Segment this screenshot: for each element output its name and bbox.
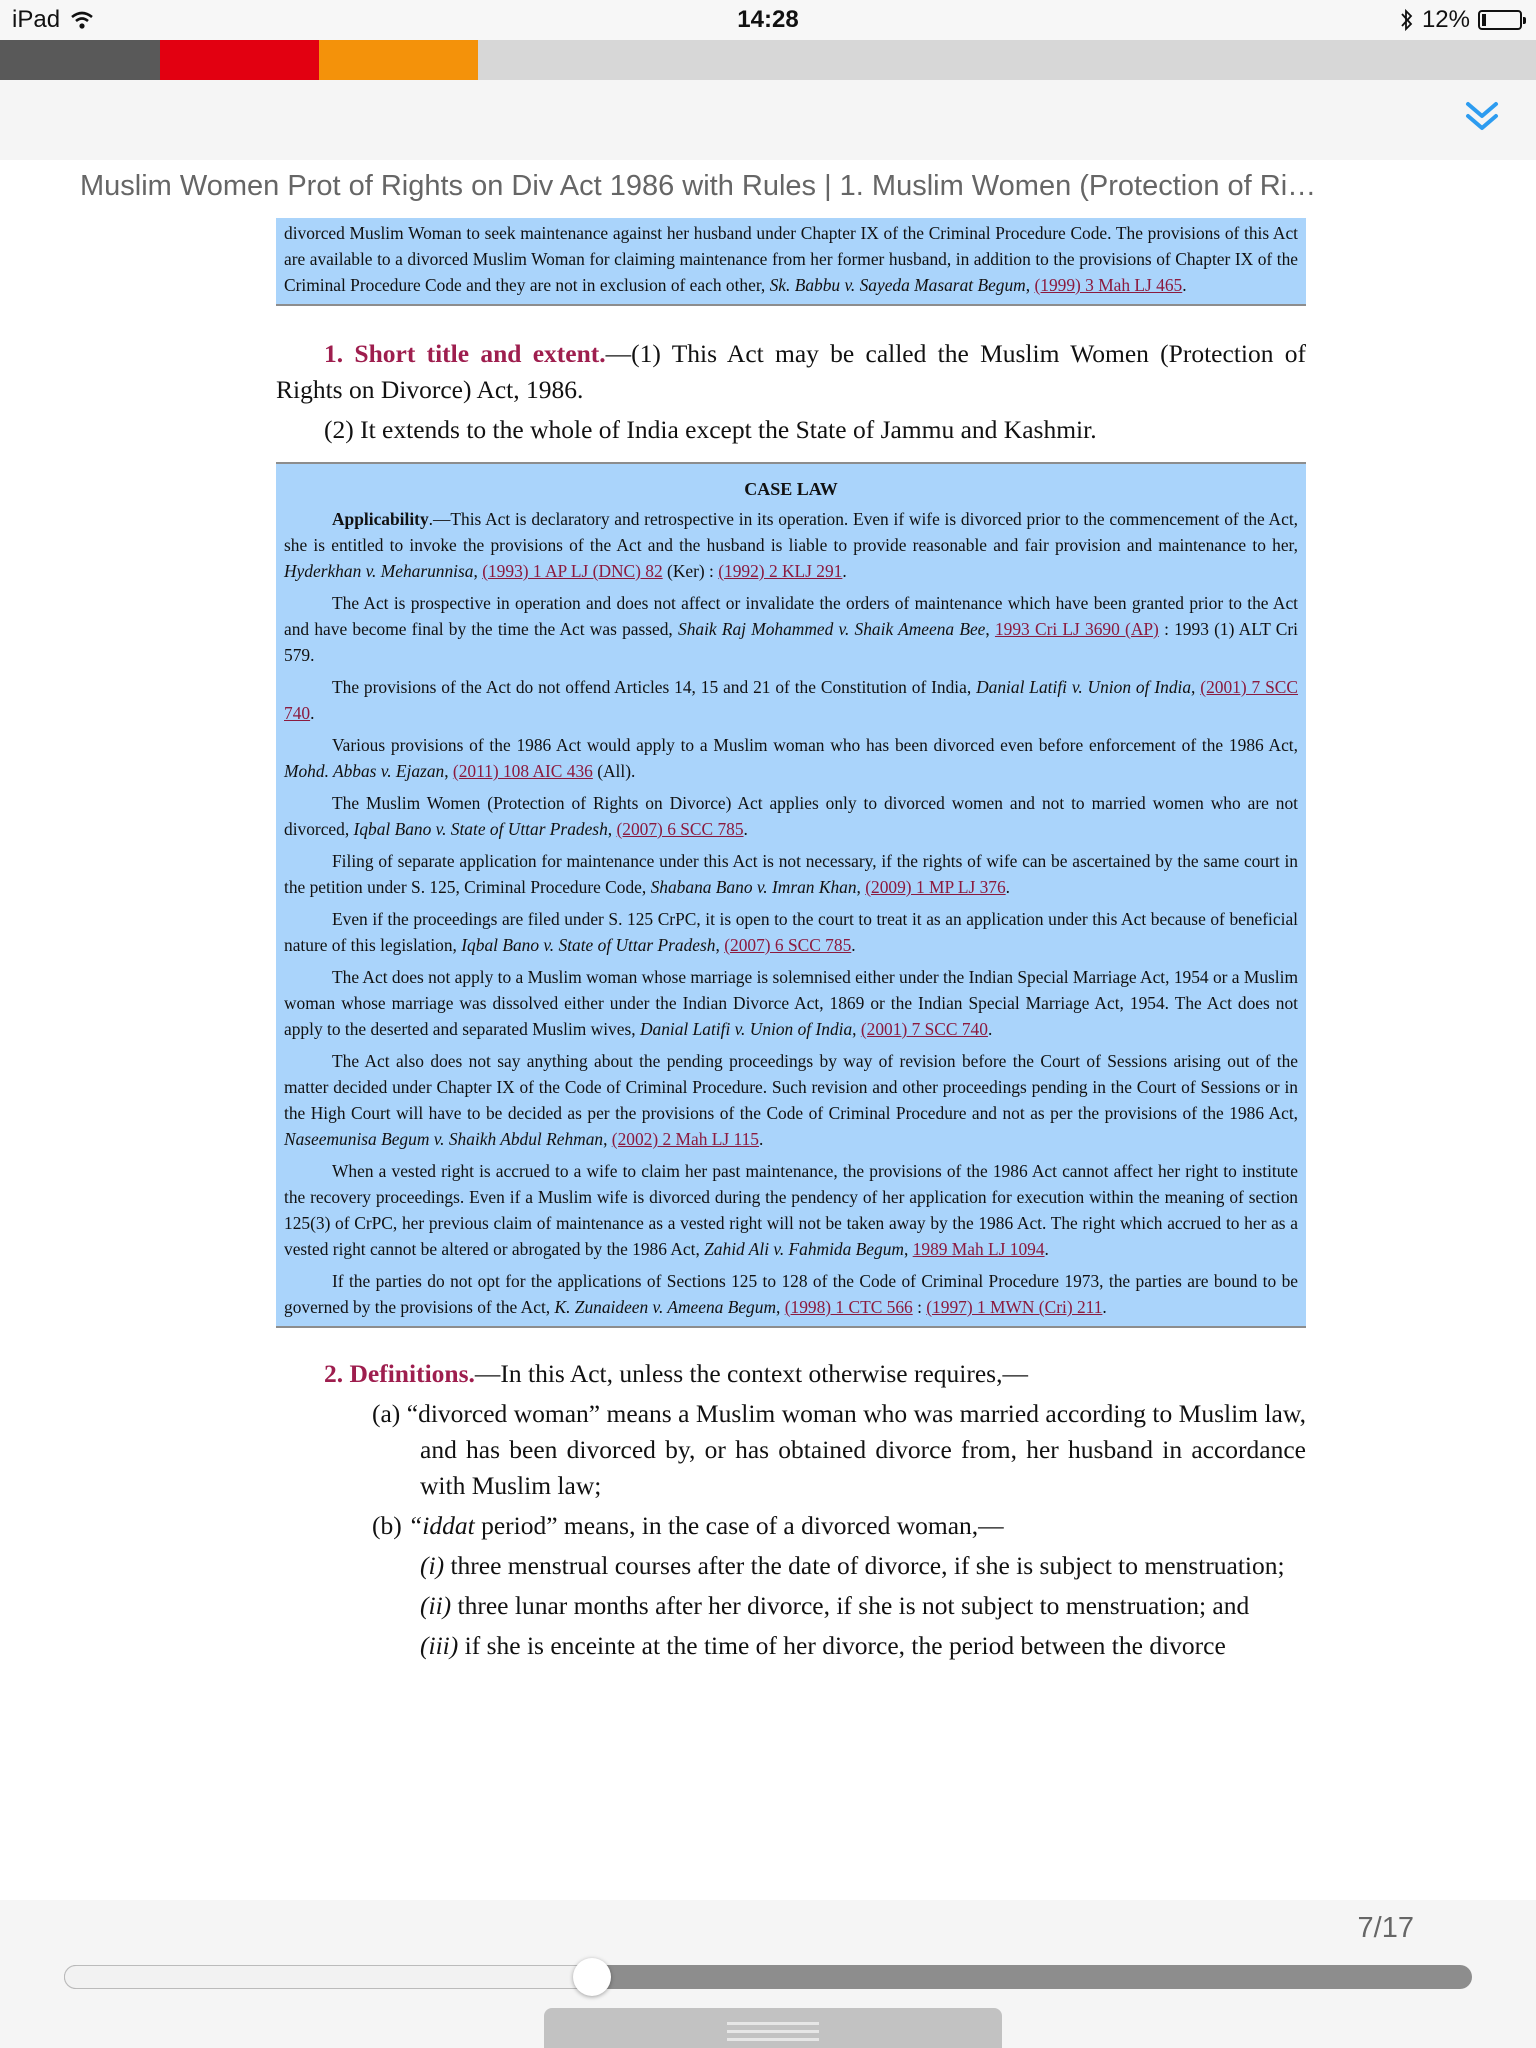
case-law-text: (Ker) : <box>662 561 719 581</box>
section-1-sub1: —(1) This Act may be called the Muslim Women (Protection of Rights on Divorce) Act, 1986. <box>276 339 1307 404</box>
reader-bottom-bar <box>0 1900 1536 2048</box>
section-2-intro: —In this Act, unless the context otherwise requires,— <box>474 1359 1028 1388</box>
document-page[interactable] <box>276 218 1306 1664</box>
case-law-text: : 1993 (1) ALT Cri 579. <box>284 619 1298 665</box>
clause-label: (b) <box>372 1511 402 1540</box>
case-citation: Sk. Babbu v. Sayeda Masarat Begum <box>769 275 1026 295</box>
section-1-heading: 1. Short title and extent. <box>324 339 606 368</box>
annotation-box-top: divorced Muslim Woman to seek maintenance against her husband under Chapter IX of the Criminal Procedure Code. The provisions of this Act are available to a divorced Muslim Woman for claiming maintenance from her former husband, in addition to the provisions of Chapter IX of the Criminal Procedure Code and they are not in exclusion of each other, Sk. Babbu v. Sayeda Masarat Begum, (1999) 3 Mah LJ 465. <box>276 218 1306 306</box>
clause-text: “divorced woman” means a Muslim woman who was married according to Muslim law, and has been divorced by, or has obtained divorce from, her husband in accordance with Muslim law; <box>400 1399 1306 1500</box>
case-law-text: If the parties do not opt for the applications of Sections 125 to 128 of the Code of Criminal Procedure 1973, the parties are bound to be governed by the provisions of the Act, <box>284 1271 1298 1317</box>
citation-link[interactable]: 1993 Cri LJ 3690 (AP) <box>994 619 1159 639</box>
clause-text: period” means, in the case of a divorced woman,— <box>474 1511 1004 1540</box>
page-counter: 7/17 <box>1357 1912 1414 1944</box>
drawer-handle[interactable] <box>544 2008 1002 2048</box>
color-tab-red[interactable] <box>160 40 319 80</box>
color-tabs-bar <box>0 40 1536 80</box>
case-law-box: CASE LAW Applicability.—This Act is declaratory and retrospective in its operation. Even if wife is divorced prior to the commencement of the Act, she is entitled to invoke the provisions of the Act and the husband is liable to provide reasonable and fair provision and maintenance to her, Hyderkhan v. Meharunnisa, (1993) 1 AP LJ (DNC) 82 (Ker) : (1992) 2 KLJ 291. The Act is prospective in operation and does not affect or invalidate the orders of maintenance which have been granted prior to the Act and have become final by the time the Act was passed, Shaik Raj Mohammed v. Shaik Ameena Bee, 1993 Cri LJ 3690 (AP) : 1993 (1) ALT Cri 579. The provisions of the Act do not offend Articles 14, 15 and 21 of the Constitution of India, Danial Latifi v. Union of India, (2001) 7 SCC 740. Various provisions of the 1986 Act would apply to a Muslim woman who has been divorced even before enforcement of the 1986 Act, Mohd. Abbas v. Ejazan, (2011) 108 AIC 436 (All). The Muslim Women (Protection of Rights on Divorce) Act applies only to divorced women and not to married women who are not divorced, Iqbal Bano v. State of Uttar Pradesh, (2007) 6 SCC 785. Filing of separate application for maintenance under this Act is not necessary, if the rights of wife can be ascertained by the same court in the petition under S. 125, Criminal Procedure Code, Shabana Bano v. Imran Khan, (2009) 1 MP LJ 376. Even if the proceedings are filed under S. 125 CrPC, it is open to the court to treat it as an application under this Act because of beneficial nature of this legislation, Iqbal Bano v. State of Uttar Pradesh, (2007) 6 SCC 785. The Act does not apply to a Muslim woman whose marriage is solemnised either under the Indian Special Marriage Act, 1954 or a Muslim woman whose marriage was dissolved either under the Indian Divorce Act, 1869 or the Indian Special Marriage Act, 1954. The Act does not apply to the deserted and separated Muslim wives, Danial Latifi v. Union of India, (2001) 7 SCC 740. The Act also does not say anything about the pending proceedings by way of revision before the Court of Sessions arising out of the matter decided under Chapter IX of the Code of Criminal Procedure. Such revision and other proceedings pending in the Court of Sessions or in the High Court will have to be decided as per the provisions of the Code of Criminal Procedure and not as per the provisions of the 1986 Act, Naseemunisa Begum v. Shaikh Abdul Rehman, (2002) 2 Mah LJ 115. When a vested right is accrued to a wife to claim her past maintenance, the provisions of the 1986 Act cannot affect her right to institute the recovery proceedings. Even if a Muslim wife is divorced during the pendency of her application for execution within the meaning of section 125(3) of CrPC, her previous claim of maintenance as a vested right will not be taken away by the 1986 Act. The right which accrued to her as a vested right cannot be altered or abrogated by the 1986 Act, Zahid Ali v. Fahmida Begum, 1989 Mah LJ 1094. If the parties do not opt for the applications of Sections 125 to 128 of the Code of Criminal Procedure 1973, the parties are bound to be governed by the provisions of the Act, K. Zunaideen v. Ameena Begum, (1998) 1 CTC 566 : (1997) 1 MWN (Cri) 211. <box>276 462 1306 1328</box>
clause-label: (i) <box>420 1551 445 1580</box>
battery-level <box>1482 14 1486 26</box>
color-tab-orange[interactable] <box>319 40 478 80</box>
case-law-text: When a vested right is accrued to a wife to claim her past maintenance, the provisions of the 1986 Act cannot affect her right to institute the recovery proceedings. Even if a Muslim wife is divorced during the pendency of her application for execution within the meaning of section 125(3) of CrPC, her previous claim of maintenance as a vested right will not be taken away by the 1986 Act. The right which accrued to her as a vested right cannot be altered or abrogated by the 1986 Act, <box>284 1161 1298 1259</box>
citation-link[interactable]: (2001) 7 SCC 740 <box>860 1019 988 1039</box>
definition-b-ii <box>276 1588 1306 1624</box>
reader-toolbar <box>0 80 1536 160</box>
clause-text: three menstrual courses after the date of divorce, if she is subject to menstruation; <box>444 1551 1285 1580</box>
case-law-text: Various provisions of the 1986 Act would apply to a Muslim woman who has been divorced even before enforcement of the 1986 Act, <box>332 735 1298 755</box>
grip-line <box>727 2022 819 2025</box>
case-law-text: Filing of separate application for maintenance under this Act is not necessary, if the rights of wife can be ascertained by the same court in the petition under S. 125, Criminal Procedure Code, <box>284 851 1298 897</box>
case-law-text: Even if the proceedings are filed under S. 125 CrPC, it is open to the court to treat it as an application under this Act because of beneficial nature of this legislation, <box>284 909 1298 955</box>
citation-link[interactable]: (1999) 3 Mah LJ 465 <box>1034 275 1183 295</box>
top-note-text: divorced Muslim Woman to seek maintenance against her husband under Chapter IX of the Criminal Procedure Code. The provisions of this Act are available to a divorced Muslim Woman for claiming maintenance from her former husband, in addition to the provisions of Chapter IX of the Criminal Procedure Code and they are not in exclusion of each other, <box>284 223 1298 295</box>
case-law-text: The provisions of the Act do not offend Articles 14, 15 and 21 of the Constitution of India, <box>332 677 977 697</box>
case-law-text: (All). <box>592 761 636 781</box>
case-citation: Zahid Ali v. Fahmida Begum <box>704 1239 904 1259</box>
definition-a <box>276 1396 1306 1504</box>
case-law-text: : <box>912 1297 927 1317</box>
definition-b <box>276 1508 1306 1544</box>
clock: 14:28 <box>737 6 799 33</box>
device-name: iPad <box>12 6 61 33</box>
case-citation: Danial Latifi v. Union of India <box>639 1019 853 1039</box>
case-citation: Naseemunisa Begum v. Shaikh Abdul Rehman <box>284 1129 604 1149</box>
citation-link[interactable]: (1992) 2 KLJ 291 <box>718 561 843 581</box>
case-law-text: The Act is prospective in operation and does not affect or invalidate the orders of maintenance which have been granted prior to the Act and have become final by the time the Act was passed, <box>284 593 1298 639</box>
page-slider-thumb[interactable] <box>573 1958 611 1996</box>
definition-b-iii <box>276 1628 1306 1664</box>
status-bar <box>0 0 1536 40</box>
citation-link[interactable]: 1989 Mah LJ 1094 <box>912 1239 1045 1259</box>
battery-percent: 12% <box>1421 6 1470 33</box>
case-citation: K. Zunaideen v. Ameena Begum <box>554 1297 777 1317</box>
citation-link[interactable]: (1997) 1 MWN (Cri) 211 <box>926 1297 1103 1317</box>
page-slider-progress <box>64 1965 592 1989</box>
case-law-text: The Act does not apply to a Muslim woman whose marriage is solemnised either under the Indian Special Marriage Act, 1954 or a Muslim woman whose marriage was dissolved either under the Indian Divorce Act, 1869 or the Indian Special Marriage Act, 1954. The Act does not apply to the deserted and separated Muslim wives, <box>284 967 1298 1039</box>
citation-link[interactable]: (2009) 1 MP LJ 376 <box>865 877 1006 897</box>
clause-label: (a) <box>372 1399 401 1428</box>
citation-link[interactable]: (2002) 2 Mah LJ 115 <box>611 1129 759 1149</box>
case-citation: Danial Latifi v. Union of India <box>976 677 1192 697</box>
citation-link[interactable]: (2007) 6 SCC 785 <box>616 819 744 839</box>
definition-b-i <box>276 1548 1306 1584</box>
case-citation: Iqbal Bano v. State of Uttar Pradesh <box>461 935 716 955</box>
document-title: Muslim Women Prot of Rights on Div Act 1986 with Rules | 1. Muslim Women (Protection of Ri… <box>80 170 1317 202</box>
section-2-heading: 2. Definitions. <box>324 1359 475 1388</box>
case-law-heading: CASE LAW <box>744 479 838 499</box>
citation-link[interactable]: (1993) 1 AP LJ (DNC) 82 <box>482 561 663 581</box>
case-citation: Hyderkhan v. Meharunnisa <box>284 561 474 581</box>
grip-line <box>727 2030 819 2033</box>
case-citation: Iqbal Bano v. State of Uttar Pradesh <box>353 819 608 839</box>
citation-link[interactable]: (2007) 6 SCC 785 <box>724 935 852 955</box>
clause-text: if she is enceinte at the time of her divorce, the period between the divorce <box>458 1631 1226 1660</box>
citation-link[interactable]: (2001) 7 SCC 740 <box>284 677 1299 723</box>
clause-term: “iddat <box>408 1511 475 1540</box>
section-1 <box>276 336 1306 448</box>
bluetooth-icon <box>1400 8 1414 32</box>
chevron-double-down-icon[interactable] <box>1458 92 1506 140</box>
battery-icon <box>1478 10 1522 30</box>
status-right <box>1400 6 1522 34</box>
case-citation: Mohd. Abbas v. Ejazan <box>284 761 445 781</box>
citation-link[interactable]: (1998) 1 CTC 566 <box>784 1297 913 1317</box>
citation-link[interactable]: (2011) 108 AIC 436 <box>452 761 593 781</box>
clause-label: (iii) <box>420 1631 459 1660</box>
case-citation: Shabana Bano v. Imran Khan <box>650 877 857 897</box>
color-tab-gray[interactable] <box>0 40 160 80</box>
grip-line <box>727 2038 819 2041</box>
clause-text: three lunar months after her divorce, if she is not subject to menstruation; and <box>451 1591 1250 1620</box>
case-law-lead: Applicability <box>332 509 429 529</box>
section-2 <box>276 1356 1306 1664</box>
case-law-text: The Act also does not say anything about the pending proceedings by way of revision before the Court of Sessions arising out of the matter decided under Chapter IX of the Code of Criminal Procedure. Such revision and other proceedings pending in the Court of Sessions or in the High Court will have to be decided as per the provisions of the Code of Criminal Procedure and not as per the provisions of the 1986 Act, <box>284 1051 1298 1123</box>
case-law-text: The Muslim Women (Protection of Rights on Divorce) Act applies only to divorced women and not to married women who are not divorced, <box>284 793 1298 839</box>
clause-label: (ii) <box>420 1591 452 1620</box>
case-law-text: .—This Act is declaratory and retrospective in its operation. Even if wife is divorced prior to the commencement of the Act, she is entitled to invoke the provisions of the Act and the husband is liable to provide reasonable and fair provision and maintenance to her, <box>284 509 1298 555</box>
section-1-sub2: (2) It extends to the whole of India except the State of Jammu and Kashmir. <box>324 415 1097 444</box>
case-citation: Shaik Raj Mohammed v. Shaik Ameena Bee <box>678 619 986 639</box>
